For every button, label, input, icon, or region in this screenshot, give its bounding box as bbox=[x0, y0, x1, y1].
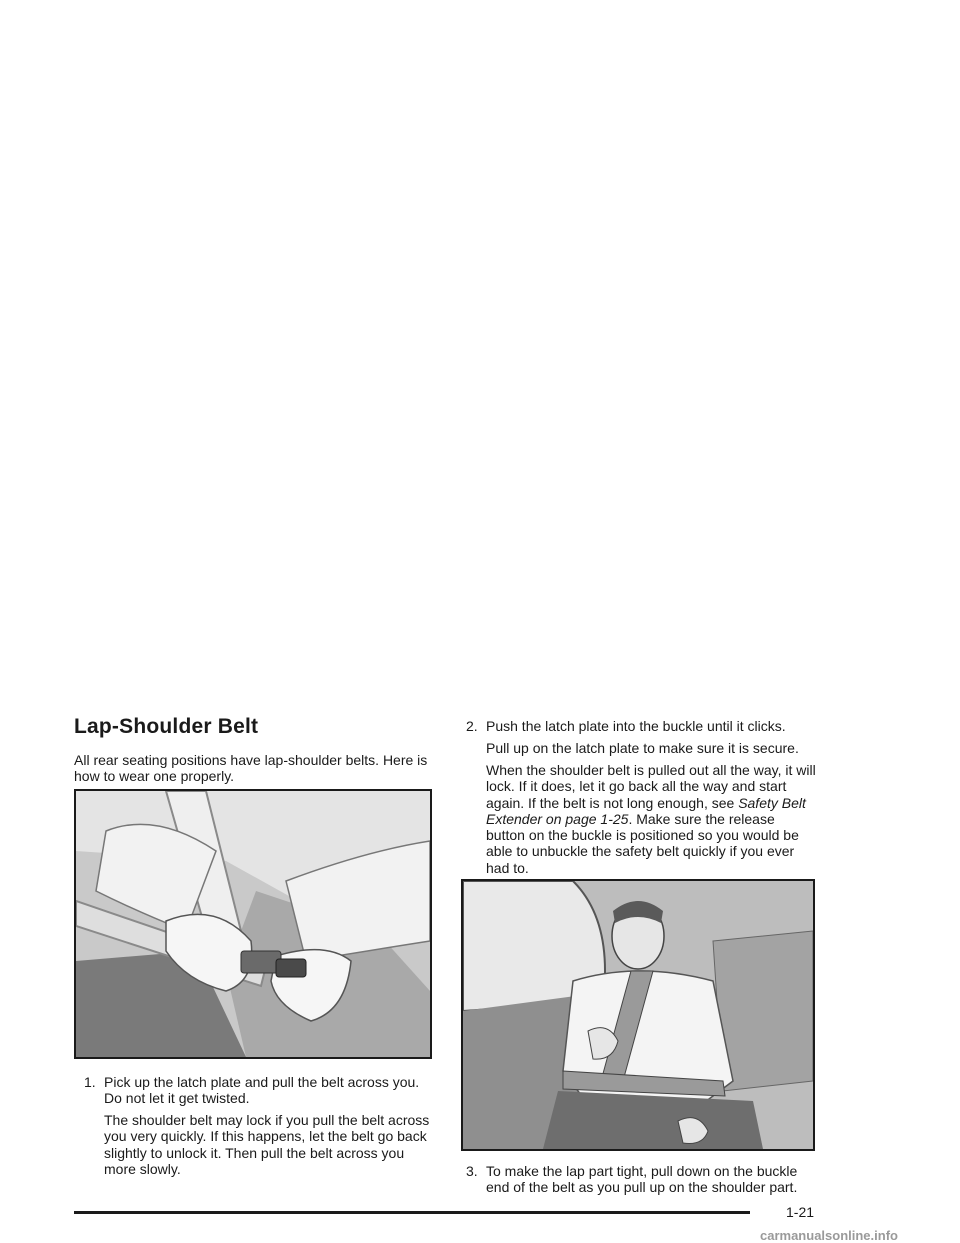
step-1-number: 1. bbox=[84, 1074, 96, 1090]
step-2-paragraph-2-after: . Make sure the release button on the buckle is positioned so you would be able to unbuckle the safety belt quickly if you ever had to. bbox=[486, 810, 799, 876]
step-3-text: To make the lap part tight, pull down on the buckle end of the belt as you pull up on the shoulder part. bbox=[486, 1163, 798, 1196]
step-2-paragraph-2 bbox=[486, 762, 816, 876]
step-1-paragraph: The shoulder belt may lock if you pull the belt across you very quickly. If this happens, let the belt go back slightly to unlock it. Then pull the belt across you more slowly. bbox=[104, 1112, 430, 1177]
step-2-number: 2. bbox=[466, 718, 478, 734]
step-1-text: Pick up the latch plate and pull the belt across you. Do not let it get twisted. bbox=[104, 1074, 420, 1107]
intro-paragraph: All rear seating positions have lap-shoulder belts. Here is how to wear one properly. bbox=[74, 752, 428, 785]
step-2-text: Push the latch plate into the buckle until it clicks. bbox=[486, 718, 786, 734]
step-2-paragraph-2-before: When the shoulder belt is pulled out all the way, it will lock. If it does, let it go back all the way and start again. If the belt is not long enough, see bbox=[486, 762, 816, 811]
step-2-paragraph-1: Pull up on the latch plate to make sure it is secure. bbox=[486, 740, 799, 756]
step-3-number: 3. bbox=[466, 1163, 478, 1179]
footer-rule bbox=[74, 1211, 750, 1214]
safety-belt-extender-link[interactable]: Safety Belt Extender on page 1-25 bbox=[486, 794, 806, 827]
man-buckling-illustration bbox=[461, 879, 815, 1151]
page-number: 1-21 bbox=[786, 1204, 815, 1220]
section-heading: Lap-Shoulder Belt bbox=[74, 715, 259, 738]
watermark: carmanualsonline.info bbox=[760, 1228, 898, 1243]
latch-plate-illustration bbox=[74, 789, 432, 1059]
